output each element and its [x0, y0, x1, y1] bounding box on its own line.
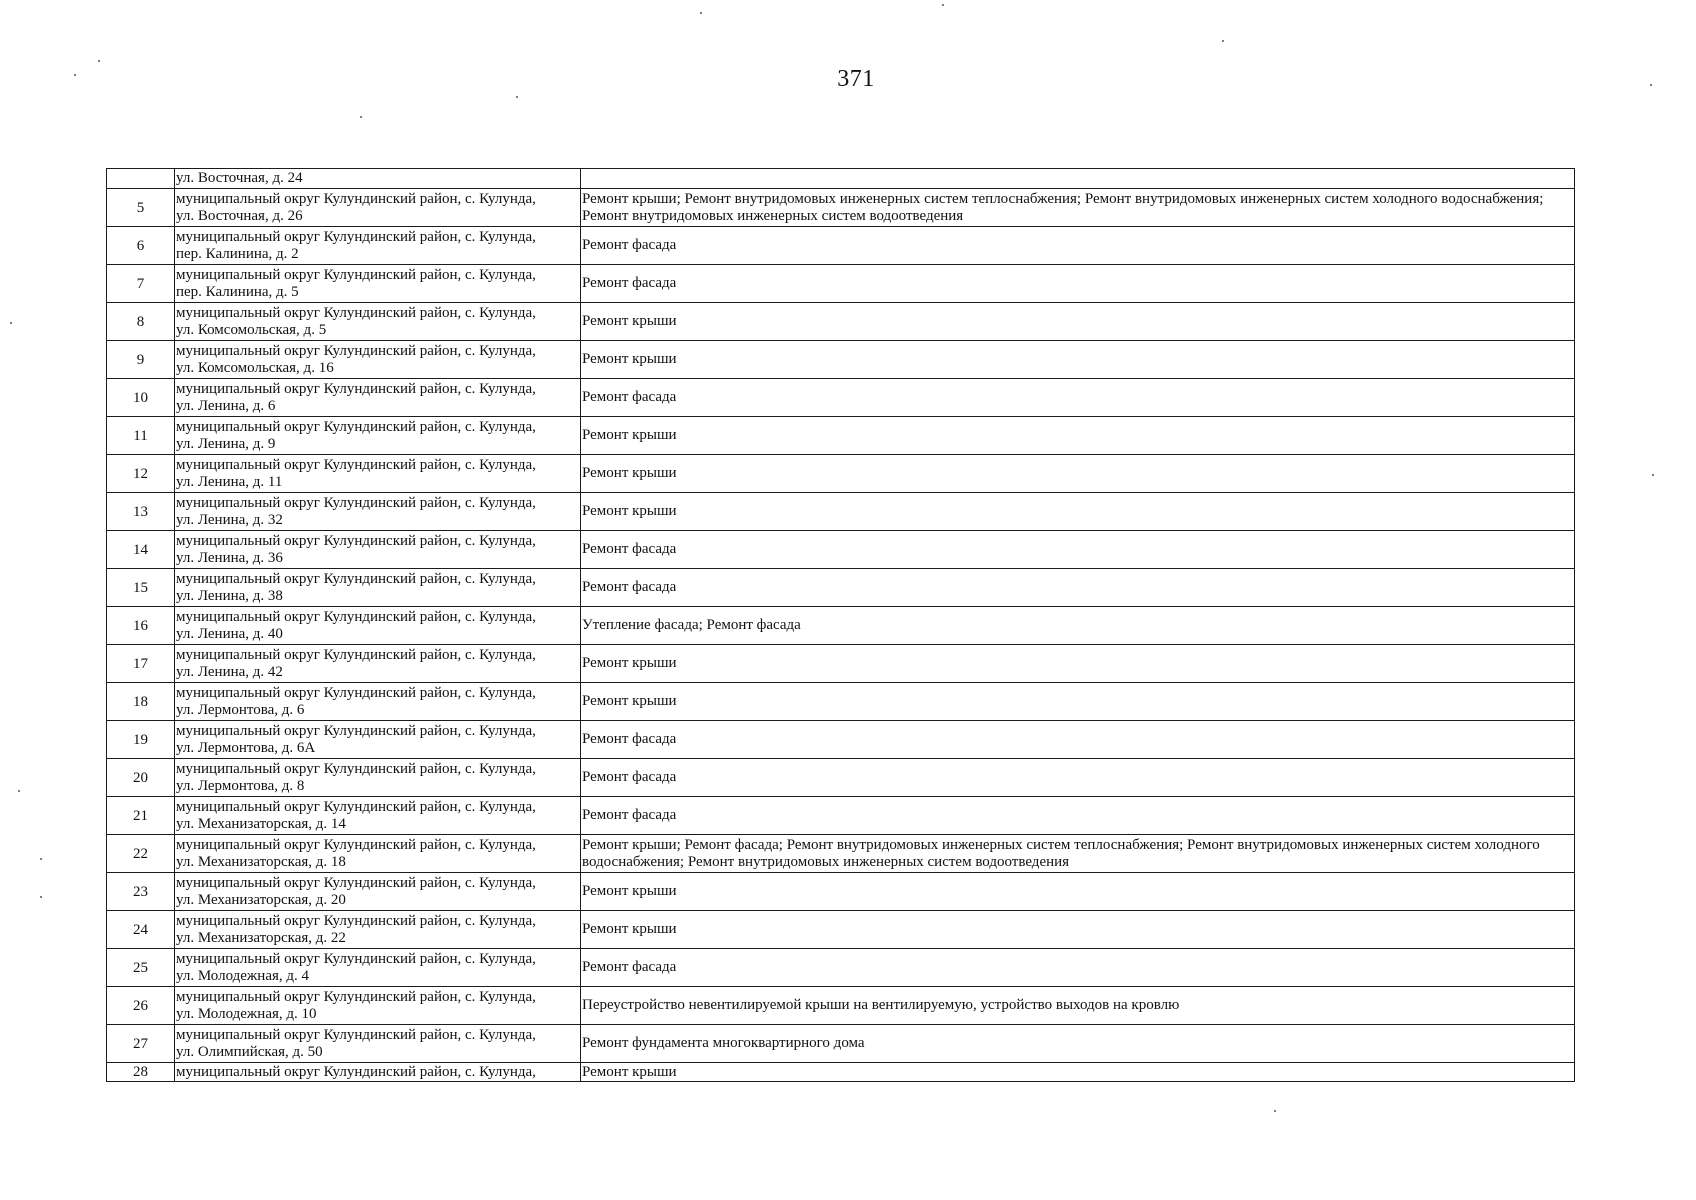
- scan-speck: [1652, 474, 1654, 476]
- table-row: [107, 1025, 1575, 1063]
- address-line-1: муниципальный округ Кулундинский район, с. Кулунда,: [176, 1026, 536, 1043]
- work-type-cell: Ремонт фасада: [581, 721, 1575, 759]
- address-line-2: ул. Восточная, д. 24: [176, 170, 303, 186]
- work-type-cell: Ремонт фасада: [581, 265, 1575, 303]
- address-line-2: ул. Ленина, д. 38: [176, 587, 283, 604]
- row-number-cell: 28: [107, 1063, 175, 1082]
- work-type-cell: Ремонт фасада: [581, 569, 1575, 607]
- row-number-cell: 14: [107, 531, 175, 569]
- address-line-1: муниципальный округ Кулундинский район, с. Кулунда,: [176, 456, 536, 473]
- table-row: [107, 455, 1575, 493]
- address-line-2: ул. Комсомольская, д. 5: [176, 321, 327, 338]
- address-cell: [175, 607, 581, 645]
- scan-speck: [40, 896, 42, 898]
- address-cell: [175, 227, 581, 265]
- scan-speck: [10, 322, 12, 324]
- work-type-cell: Ремонт фасада: [581, 531, 1575, 569]
- work-type-cell: Ремонт крыши: [581, 911, 1575, 949]
- row-number-cell: 6: [107, 227, 175, 265]
- row-number-cell: 18: [107, 683, 175, 721]
- address-cell: [175, 683, 581, 721]
- row-number-cell: 16: [107, 607, 175, 645]
- address-cell: [175, 873, 581, 911]
- work-type-cell: Ремонт крыши: [581, 873, 1575, 911]
- table-body: [107, 169, 1575, 1082]
- address-line-2: ул. Комсомольская, д. 16: [176, 359, 334, 376]
- address-cell: [175, 417, 581, 455]
- work-type-cell: Ремонт крыши: [581, 417, 1575, 455]
- address-cell: [175, 493, 581, 531]
- address-line-1: муниципальный округ Кулундинский район, с. Кулунда,: [176, 494, 536, 511]
- address-cell: [175, 455, 581, 493]
- row-number-cell: 13: [107, 493, 175, 531]
- row-number-cell: 11: [107, 417, 175, 455]
- address-cell: [175, 1025, 581, 1063]
- address-line-2: ул. Молодежная, д. 10: [176, 1005, 317, 1022]
- address-cell: [175, 759, 581, 797]
- table-row: [107, 645, 1575, 683]
- table-row: [107, 227, 1575, 265]
- address-cell: [175, 531, 581, 569]
- work-type-cell: Ремонт фасада: [581, 797, 1575, 835]
- address-line-2: ул. Ленина, д. 32: [176, 511, 283, 528]
- table-row: [107, 341, 1575, 379]
- table-row: [107, 417, 1575, 455]
- work-type-cell: Ремонт крыши: [581, 341, 1575, 379]
- row-number-cell: 22: [107, 835, 175, 873]
- row-number-cell: 27: [107, 1025, 175, 1063]
- row-number-cell: 24: [107, 911, 175, 949]
- address-line-2: ул. Восточная, д. 26: [176, 207, 303, 224]
- address-line-1: муниципальный округ Кулундинский район, с. Кулунда,: [176, 874, 536, 891]
- address-line-1: муниципальный округ Кулундинский район, с. Кулунда,: [176, 418, 536, 435]
- address-line-1: муниципальный округ Кулундинский район, с. Кулунда,: [176, 912, 536, 929]
- row-number-cell: 9: [107, 341, 175, 379]
- row-number-cell: [107, 169, 175, 189]
- address-line-1: муниципальный округ Кулундинский район, с. Кулунда,: [176, 988, 536, 1005]
- table-row: [107, 531, 1575, 569]
- address-line-2: ул. Механизаторская, д. 20: [176, 891, 346, 908]
- address-line-2: ул. Олимпийская, д. 50: [176, 1043, 323, 1060]
- address-line-1: муниципальный округ Кулундинский район, с. Кулунда,: [176, 380, 536, 397]
- scan-speck: [360, 116, 362, 118]
- work-type-cell: Ремонт крыши: [581, 455, 1575, 493]
- row-number-cell: 12: [107, 455, 175, 493]
- address-line-1: муниципальный округ Кулундинский район, с. Кулунда,: [176, 304, 536, 321]
- address-line-1: муниципальный округ Кулундинский район, с. Кулунда,: [176, 266, 536, 283]
- row-number-cell: 26: [107, 987, 175, 1025]
- work-type-cell: Ремонт крыши; Ремонт внутридомовых инженерных систем теплоснабжения; Ремонт внутридомовых инженерных систем холодного водоснабжения; Ремонт внутридомовых инженерных систем водоотведения: [581, 189, 1575, 227]
- address-line-1: муниципальный округ Кулундинский район, с. Кулунда,: [176, 950, 536, 967]
- address-line-1: муниципальный округ Кулундинский район, с. Кулунда,: [176, 342, 536, 359]
- address-cell: [175, 835, 581, 873]
- address-cell: [175, 911, 581, 949]
- work-type-cell: Ремонт фасада: [581, 379, 1575, 417]
- address-line-1: муниципальный округ Кулундинский район, с. Кулунда,: [176, 646, 536, 663]
- address-line-2: ул. Механизаторская, д. 22: [176, 929, 346, 946]
- address-line-2: ул. Молодежная, д. 4: [176, 967, 310, 984]
- work-type-cell: Ремонт крыши: [581, 1063, 1575, 1082]
- address-cell: [175, 797, 581, 835]
- row-number-cell: 10: [107, 379, 175, 417]
- address-line-2: ул. Лермонтова, д. 8: [176, 777, 305, 794]
- address-cell: [175, 645, 581, 683]
- repair-register-table: [106, 168, 1575, 1082]
- scan-speck: [98, 60, 100, 62]
- table-row: [107, 569, 1575, 607]
- table-row: [107, 835, 1575, 873]
- address-line-2: ул. Ленина, д. 42: [176, 663, 283, 680]
- table-row: [107, 911, 1575, 949]
- address-cell: [175, 949, 581, 987]
- table-row: [107, 797, 1575, 835]
- table-row: [107, 303, 1575, 341]
- address-cell: [175, 341, 581, 379]
- scan-speck: [18, 790, 20, 792]
- row-number-cell: 8: [107, 303, 175, 341]
- work-type-cell: Ремонт фундамента многоквартирного дома: [581, 1025, 1575, 1063]
- address-line-1: муниципальный округ Кулундинский район, с. Кулунда,: [176, 836, 536, 853]
- row-number-cell: 21: [107, 797, 175, 835]
- address-line-1: муниципальный округ Кулундинский район, с. Кулунда,: [176, 798, 536, 815]
- address-line-1: муниципальный округ Кулундинский район, с. Кулунда,: [176, 190, 536, 207]
- address-line-1: муниципальный округ Кулундинский район, с. Кулунда,: [176, 760, 536, 777]
- work-type-cell: Ремонт крыши: [581, 683, 1575, 721]
- work-type-cell: Утепление фасада; Ремонт фасада: [581, 607, 1575, 645]
- work-type-cell: Ремонт фасада: [581, 949, 1575, 987]
- address-line-2: ул. Механизаторская, д. 18: [176, 853, 346, 870]
- row-number-cell: 7: [107, 265, 175, 303]
- address-line-2: ул. Механизаторская, д. 14: [176, 815, 346, 832]
- work-type-cell: Ремонт крыши: [581, 303, 1575, 341]
- address-cell: [175, 189, 581, 227]
- address-line-2: ул. Ленина, д. 9: [176, 435, 276, 452]
- address-line-1: муниципальный округ Кулундинский район, с. Кулунда,: [176, 570, 536, 587]
- address-cell: [175, 379, 581, 417]
- row-number-cell: 17: [107, 645, 175, 683]
- address-cell: [175, 987, 581, 1025]
- table-row: [107, 189, 1575, 227]
- address-cell: [175, 303, 581, 341]
- row-number-cell: 19: [107, 721, 175, 759]
- address-cell: [175, 721, 581, 759]
- address-line-2: ул. Ленина, д. 36: [176, 549, 283, 566]
- work-type-cell: [581, 169, 1575, 189]
- address-line-1: муниципальный округ Кулундинский район, с. Кулунда,: [176, 1063, 536, 1080]
- scan-speck: [74, 74, 76, 76]
- work-type-cell: Ремонт фасада: [581, 227, 1575, 265]
- address-cell: [175, 569, 581, 607]
- scan-speck: [1650, 84, 1652, 86]
- table-row-partial: [107, 1063, 1575, 1082]
- scan-speck: [40, 858, 42, 860]
- table-row: [107, 607, 1575, 645]
- work-type-cell: Переустройство невентилируемой крыши на вентилируемую, устройство выходов на кровлю: [581, 987, 1575, 1025]
- address-line-2: пер. Калинина, д. 2: [176, 245, 299, 262]
- work-type-cell: Ремонт крыши; Ремонт фасада; Ремонт внутридомовых инженерных систем теплоснабжения; Ремонт внутридомовых инженерных систем холодного водоснабжения; Ремонт внутридомовых инженерных систем водоотведения: [581, 835, 1575, 873]
- work-type-cell: Ремонт крыши: [581, 645, 1575, 683]
- address-line-2: ул. Ленина, д. 40: [176, 625, 283, 642]
- table-row: [107, 721, 1575, 759]
- table-row: [107, 493, 1575, 531]
- page-number: 371: [837, 66, 875, 92]
- address-cell: [175, 265, 581, 303]
- scan-speck: [516, 96, 518, 98]
- table-row: [107, 759, 1575, 797]
- address-line-1: муниципальный округ Кулундинский район, с. Кулунда,: [176, 228, 536, 245]
- work-type-cell: Ремонт фасада: [581, 759, 1575, 797]
- scan-speck: [942, 4, 944, 6]
- address-line-2: ул. Лермонтова, д. 6: [176, 701, 305, 718]
- table-row: [107, 949, 1575, 987]
- table-row: [107, 873, 1575, 911]
- row-number-cell: 15: [107, 569, 175, 607]
- table-row: [107, 683, 1575, 721]
- address-line-1: муниципальный округ Кулундинский район, с. Кулунда,: [176, 532, 536, 549]
- work-type-cell: Ремонт крыши: [581, 493, 1575, 531]
- address-line-2: ул. Ленина, д. 11: [176, 473, 283, 490]
- table-row: [107, 379, 1575, 417]
- row-number-cell: 20: [107, 759, 175, 797]
- address-line-1: муниципальный округ Кулундинский район, с. Кулунда,: [176, 684, 536, 701]
- address-line-2: ул. Ленина, д. 6: [176, 397, 276, 414]
- table-row: [107, 265, 1575, 303]
- table-row: [107, 987, 1575, 1025]
- address-cell: [175, 1063, 581, 1082]
- address-cell: [175, 169, 581, 189]
- address-line-2: ул. Лермонтова, д. 6А: [176, 739, 316, 756]
- address-line-1: муниципальный округ Кулундинский район, с. Кулунда,: [176, 722, 536, 739]
- address-line-1: муниципальный округ Кулундинский район, с. Кулунда,: [176, 608, 536, 625]
- table-row-continued: [107, 169, 1575, 189]
- row-number-cell: 5: [107, 189, 175, 227]
- row-number-cell: 23: [107, 873, 175, 911]
- scan-speck: [700, 12, 702, 14]
- row-number-cell: 25: [107, 949, 175, 987]
- scan-speck: [1222, 40, 1224, 42]
- address-line-2: пер. Калинина, д. 5: [176, 283, 299, 300]
- scan-speck: [1274, 1110, 1276, 1112]
